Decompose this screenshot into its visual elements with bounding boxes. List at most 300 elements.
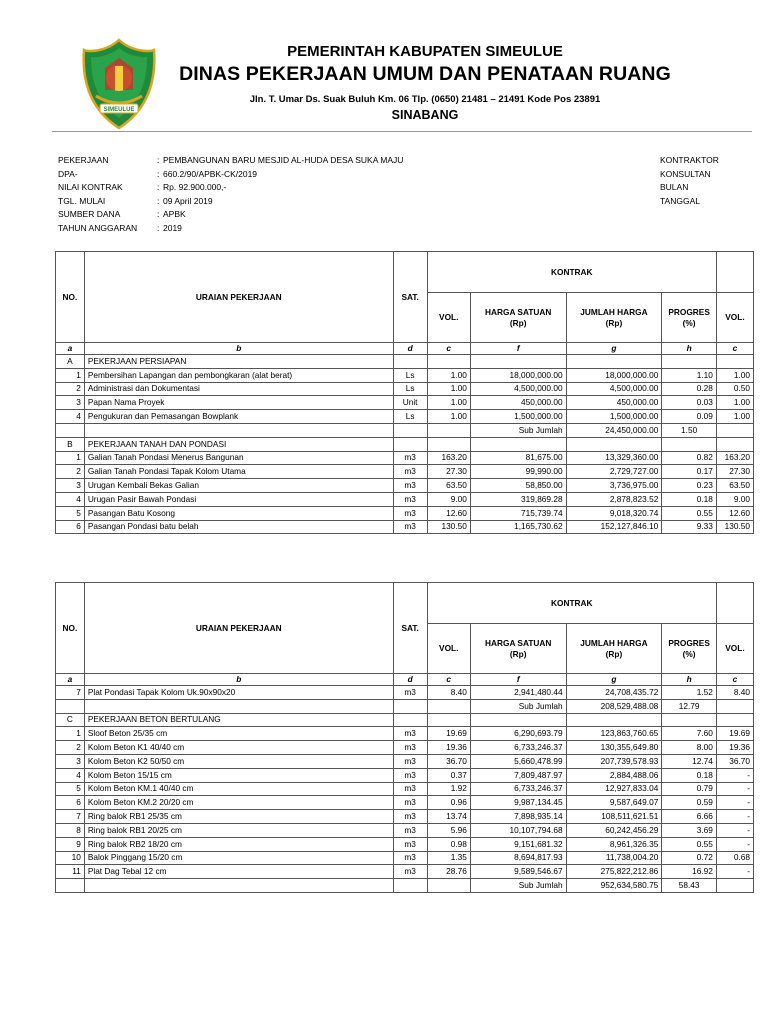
item-vol: 19.36 [427, 741, 470, 755]
item-harga: 58,850.00 [470, 479, 566, 493]
empty-cell [393, 713, 427, 727]
item-no: 6 [56, 796, 85, 810]
item-sat: m3 [393, 741, 427, 755]
empty-cell [716, 423, 753, 437]
item-sat: m3 [393, 796, 427, 810]
item-uraian: Papan Nama Proyek [84, 396, 393, 410]
column-letter: f [470, 674, 566, 686]
column-letter: a [56, 674, 85, 686]
info-colon: : [157, 196, 160, 206]
empty-cell [427, 713, 470, 727]
column-letter: g [566, 343, 662, 355]
subtotal-jumlah: 952,634,580.75 [566, 879, 662, 893]
item-no: 6 [56, 520, 85, 534]
item-jumlah: 18,000,000.00 [566, 368, 662, 382]
empty-cell [427, 879, 470, 893]
item-harga: 81,675.00 [470, 451, 566, 465]
item-no: 3 [56, 479, 85, 493]
item-no: 1 [56, 451, 85, 465]
item-progres: 12.74 [662, 754, 717, 768]
item-harga: 319,869.28 [470, 492, 566, 506]
item-jumlah: 12,927,833.04 [566, 782, 662, 796]
info-colon: : [157, 209, 160, 219]
info-value: 09 April 2019 [163, 196, 213, 206]
item-no: 3 [56, 396, 85, 410]
section-row [56, 713, 754, 727]
info-value: APBK [163, 209, 186, 219]
item-no: 2 [56, 382, 85, 396]
empty-cell [716, 699, 753, 713]
empty-cell [662, 437, 717, 451]
empty-cell [716, 437, 753, 451]
item-vol: 0.96 [427, 796, 470, 810]
item-vol: 9.00 [427, 492, 470, 506]
item-vol2: 19.69 [716, 727, 753, 741]
empty-cell [393, 879, 427, 893]
item-jumlah: 108,511,621.51 [566, 810, 662, 824]
empty-cell [427, 699, 470, 713]
header-blank [716, 583, 753, 624]
item-vol2: 19.36 [716, 741, 753, 755]
info-colon: : [157, 223, 160, 233]
column-letter: b [84, 343, 393, 355]
item-no: 7 [56, 686, 85, 700]
item-progres: 6.66 [662, 810, 717, 824]
header-address: Jln. T. Umar Ds. Suak Buluh Km. 06 Tlp. (0650) 21481 – 21491 Kode Pos 23891 [249, 94, 601, 105]
info-label: DPA- [58, 169, 78, 179]
header-harga-label: HARGA SATUAN [485, 306, 552, 317]
header-harga-label: HARGA SATUAN [485, 637, 552, 648]
column-letter: c [427, 343, 470, 355]
table-row [56, 520, 754, 534]
header-harga [470, 624, 566, 674]
empty-cell [56, 879, 85, 893]
info-colon: : [157, 155, 160, 165]
item-no: 9 [56, 837, 85, 851]
header-progres [662, 293, 717, 343]
empty-cell [566, 437, 662, 451]
item-no: 10 [56, 851, 85, 865]
empty-cell [84, 699, 393, 713]
item-sat: Unit [393, 396, 427, 410]
item-vol2: 1.00 [716, 368, 753, 382]
empty-cell [84, 879, 393, 893]
item-harga: 7,809,487.97 [470, 768, 566, 782]
item-sat: m3 [393, 727, 427, 741]
item-vol: 1.00 [427, 410, 470, 424]
item-sat: m3 [393, 837, 427, 851]
table-row [56, 851, 754, 865]
column-letter: d [393, 674, 427, 686]
item-sat: Ls [393, 382, 427, 396]
item-no: 1 [56, 727, 85, 741]
item-uraian: Kolom Beton 15/15 cm [84, 768, 393, 782]
item-vol: 1.35 [427, 851, 470, 865]
header-jumlah [566, 293, 662, 343]
item-progres: 0.82 [662, 451, 717, 465]
item-sat: m3 [393, 686, 427, 700]
item-no: 4 [56, 410, 85, 424]
item-progres: 1.52 [662, 686, 717, 700]
item-jumlah: 1,500,000.00 [566, 410, 662, 424]
item-harga: 6,733,246.37 [470, 741, 566, 755]
header-kontrak: KONTRAK [427, 252, 716, 293]
item-no: 7 [56, 810, 85, 824]
header-jumlah-label: JUMLAH HARGA [580, 637, 648, 648]
item-vol: 1.00 [427, 382, 470, 396]
empty-cell [566, 355, 662, 369]
item-jumlah: 450,000.00 [566, 396, 662, 410]
item-no: 4 [56, 768, 85, 782]
info-value: 660.2/90/APBK-CK/2019 [163, 169, 258, 179]
header-sat: SAT. [393, 583, 427, 674]
item-vol2: 1.00 [716, 410, 753, 424]
item-vol2: 9.00 [716, 492, 753, 506]
empty-cell [566, 713, 662, 727]
item-vol2: 0.50 [716, 382, 753, 396]
subtotal-progres: 1.50 [662, 423, 717, 437]
info-right-label: BULAN [660, 182, 689, 192]
column-letter: d [393, 343, 427, 355]
item-jumlah: 2,884,488.06 [566, 768, 662, 782]
item-harga: 715,739.74 [470, 506, 566, 520]
info-colon: : [157, 182, 160, 192]
info-value: Rp. 92.900.000,- [163, 182, 227, 192]
item-sat: m3 [393, 768, 427, 782]
info-label: SUMBER DANA [58, 209, 121, 219]
item-vol: 1.00 [427, 368, 470, 382]
item-jumlah: 123,863,760.65 [566, 727, 662, 741]
table-row [56, 865, 754, 879]
item-harga: 99,990.00 [470, 465, 566, 479]
item-vol2: - [716, 768, 753, 782]
header-row [56, 583, 754, 624]
item-uraian: Kolom Beton K1 40/40 cm [84, 741, 393, 755]
item-jumlah: 8,961,326.35 [566, 837, 662, 851]
header-government: PEMERINTAH KABUPATEN SIMEULUE [287, 43, 563, 60]
section-code: B [56, 437, 85, 451]
header-harga-unit: (Rp) [509, 317, 527, 328]
empty-cell [84, 423, 393, 437]
column-letter: h [662, 674, 717, 686]
table-row [56, 465, 754, 479]
empty-cell [393, 699, 427, 713]
table-row [56, 368, 754, 382]
subtotal-jumlah: 24,450,000.00 [566, 423, 662, 437]
item-harga: 4,500,000.00 [470, 382, 566, 396]
item-no: 2 [56, 741, 85, 755]
rab-table-1 [55, 251, 754, 534]
item-progres: 9.33 [662, 520, 717, 534]
item-vol: 5.96 [427, 823, 470, 837]
subtotal-label: Sub Jumlah [470, 423, 566, 437]
empty-cell [427, 423, 470, 437]
column-letter: b [84, 674, 393, 686]
item-vol2: 163.20 [716, 451, 753, 465]
info-colon: : [157, 169, 160, 179]
item-vol: 1.00 [427, 396, 470, 410]
subtotal-progres: 12.79 [662, 699, 717, 713]
header-vol: VOL. [427, 293, 470, 343]
info-right-label: KONTRAKTOR [660, 155, 719, 165]
item-uraian: Galian Tanah Pondasi Menerus Bangunan [84, 451, 393, 465]
table-row [56, 451, 754, 465]
item-jumlah: 13,329,360.00 [566, 451, 662, 465]
item-vol2: - [716, 796, 753, 810]
item-jumlah: 11,738,004.20 [566, 851, 662, 865]
table-row [56, 492, 754, 506]
info-right-label: KONSULTAN [660, 169, 711, 179]
item-uraian: Balok Pinggang 15/20 cm [84, 851, 393, 865]
empty-cell [470, 437, 566, 451]
table-row [56, 796, 754, 810]
header-no: NO. [56, 252, 85, 343]
header-harga-unit: (Rp) [509, 648, 527, 659]
empty-cell [427, 355, 470, 369]
table-row [56, 810, 754, 824]
item-harga: 10,107,794.68 [470, 823, 566, 837]
table-row [56, 727, 754, 741]
item-uraian: Urugan Pasir Bawah Pondasi [84, 492, 393, 506]
item-sat: m3 [393, 451, 427, 465]
item-harga: 1,500,000.00 [470, 410, 566, 424]
item-jumlah: 9,018,320.74 [566, 506, 662, 520]
subtotal-row [56, 423, 754, 437]
item-vol2: 8.40 [716, 686, 753, 700]
header-uraian: URAIAN PEKERJAAN [84, 252, 393, 343]
column-letter-row [56, 343, 754, 355]
item-vol2: 36.70 [716, 754, 753, 768]
section-code: C [56, 713, 85, 727]
item-vol: 13.74 [427, 810, 470, 824]
header-jumlah-unit: (Rp) [605, 648, 623, 659]
section-row [56, 355, 754, 369]
item-harga: 7,898,935.14 [470, 810, 566, 824]
item-sat: m3 [393, 465, 427, 479]
table-row [56, 837, 754, 851]
info-right-label: TANGGAL [660, 196, 700, 206]
header-sat: SAT. [393, 252, 427, 343]
table-row [56, 410, 754, 424]
empty-cell [662, 355, 717, 369]
item-uraian: Pembersihan Lapangan dan pembongkaran (alat berat) [84, 368, 393, 382]
table-row [56, 782, 754, 796]
header-harga [470, 293, 566, 343]
empty-cell [716, 713, 753, 727]
header-progres-label: PROGRES [668, 306, 710, 317]
info-value: PEMBANGUNAN BARU MESJID AL-HUDA DESA SUKA MAJU [163, 155, 404, 165]
item-no: 3 [56, 754, 85, 768]
empty-cell [470, 713, 566, 727]
header-city: SINABANG [391, 108, 459, 122]
item-vol: 19.69 [427, 727, 470, 741]
header-kontrak: KONTRAK [427, 583, 716, 624]
header-department: DINAS PEKERJAAN UMUM DAN PENATAAN RUANG [179, 63, 671, 85]
item-sat: m3 [393, 506, 427, 520]
item-sat: m3 [393, 754, 427, 768]
item-vol2: - [716, 865, 753, 879]
item-jumlah: 130,355,649.80 [566, 741, 662, 755]
empty-cell [393, 355, 427, 369]
item-jumlah: 152,127,846.10 [566, 520, 662, 534]
item-progres: 7.60 [662, 727, 717, 741]
section-row [56, 437, 754, 451]
item-vol: 28.76 [427, 865, 470, 879]
item-progres: 0.59 [662, 796, 717, 810]
item-vol: 163.20 [427, 451, 470, 465]
column-letter: c [716, 674, 753, 686]
item-sat: m3 [393, 782, 427, 796]
item-no: 1 [56, 368, 85, 382]
header-no: NO. [56, 583, 85, 674]
column-letter: f [470, 343, 566, 355]
item-harga: 9,987,134.45 [470, 796, 566, 810]
item-progres: 0.55 [662, 506, 717, 520]
item-progres: 0.28 [662, 382, 717, 396]
section-title: PEKERJAAN TANAH DAN PONDASI [84, 437, 393, 451]
item-vol2: 0.68 [716, 851, 753, 865]
empty-cell [393, 423, 427, 437]
item-vol2: - [716, 782, 753, 796]
column-letter-row [56, 674, 754, 686]
header-vol2: VOL. [716, 293, 753, 343]
item-progres: 0.23 [662, 479, 717, 493]
item-progres: 0.09 [662, 410, 717, 424]
header-progres-unit: (%) [682, 648, 696, 659]
column-letter: c [716, 343, 753, 355]
table-row [56, 823, 754, 837]
item-harga: 18,000,000.00 [470, 368, 566, 382]
item-sat: m3 [393, 865, 427, 879]
subtotal-label: Sub Jumlah [470, 699, 566, 713]
empty-cell [716, 355, 753, 369]
item-vol2: 12.60 [716, 506, 753, 520]
info-label: TAHUN ANGGARAN [58, 223, 138, 233]
header-jumlah-label: JUMLAH HARGA [580, 306, 648, 317]
item-harga: 450,000.00 [470, 396, 566, 410]
item-progres: 1.10 [662, 368, 717, 382]
item-vol2: 27.30 [716, 465, 753, 479]
item-progres: 0.18 [662, 492, 717, 506]
item-uraian: Sloof Beton 25/35 cm [84, 727, 393, 741]
column-letter: g [566, 674, 662, 686]
item-progres: 0.03 [662, 396, 717, 410]
item-uraian: Pasangan Pondasi batu belah [84, 520, 393, 534]
header-blank [716, 252, 753, 293]
subtotal-row [56, 699, 754, 713]
empty-cell [56, 423, 85, 437]
header-uraian: URAIAN PEKERJAAN [84, 583, 393, 674]
info-label: NILAI KONTRAK [58, 182, 123, 192]
header-vol: VOL. [427, 624, 470, 674]
item-progres: 0.17 [662, 465, 717, 479]
header-row [56, 252, 754, 293]
table-row [56, 396, 754, 410]
table-row [56, 382, 754, 396]
item-vol2: 130.50 [716, 520, 753, 534]
item-no: 8 [56, 823, 85, 837]
item-progres: 0.79 [662, 782, 717, 796]
table-row [56, 686, 754, 700]
item-progres: 0.72 [662, 851, 717, 865]
empty-cell [470, 355, 566, 369]
table-row [56, 479, 754, 493]
empty-cell [393, 437, 427, 451]
rab-table-2 [55, 582, 754, 893]
item-no: 11 [56, 865, 85, 879]
item-vol: 12.60 [427, 506, 470, 520]
info-label: PEKERJAAN [58, 155, 109, 165]
subtotal-progres: 58.43 [662, 879, 717, 893]
empty-cell [427, 437, 470, 451]
item-no: 4 [56, 492, 85, 506]
table-row [56, 506, 754, 520]
item-jumlah: 207,739,578.93 [566, 754, 662, 768]
section-title: PEKERJAAN BETON BERTULANG [84, 713, 393, 727]
header-divider [52, 131, 752, 132]
item-uraian: Kolom Beton KM.1 40/40 cm [84, 782, 393, 796]
item-sat: m3 [393, 823, 427, 837]
column-letter: a [56, 343, 85, 355]
item-uraian: Pasangan Batu Kosong [84, 506, 393, 520]
item-uraian: Kolom Beton KM.2 20/20 cm [84, 796, 393, 810]
section-title: PEKERJAAN PERSIAPAN [84, 355, 393, 369]
item-progres: 0.18 [662, 768, 717, 782]
item-sat: m3 [393, 479, 427, 493]
item-uraian: Kolom Beton K2 50/50 cm [84, 754, 393, 768]
item-sat: m3 [393, 851, 427, 865]
section-code: A [56, 355, 85, 369]
item-vol: 27.30 [427, 465, 470, 479]
info-label: TGL. MULAI [58, 196, 106, 206]
item-harga: 8,694,817.93 [470, 851, 566, 865]
item-uraian: Plat Pondasi Tapak Kolom Uk.90x90x20 [84, 686, 393, 700]
item-uraian: Pengukuran dan Pemasangan Bowplank [84, 410, 393, 424]
item-progres: 3.69 [662, 823, 717, 837]
column-letter: h [662, 343, 717, 355]
item-progres: 8.00 [662, 741, 717, 755]
item-progres: 16.92 [662, 865, 717, 879]
item-jumlah: 60,242,456.29 [566, 823, 662, 837]
item-jumlah: 2,878,823.52 [566, 492, 662, 506]
item-sat: m3 [393, 810, 427, 824]
header-vol2: VOL. [716, 624, 753, 674]
item-uraian: Ring balok RB1 25/35 cm [84, 810, 393, 824]
item-uraian: Ring balok RB1 20/25 cm [84, 823, 393, 837]
item-vol2: - [716, 837, 753, 851]
item-jumlah: 24,708,435.72 [566, 686, 662, 700]
item-vol: 63.50 [427, 479, 470, 493]
item-uraian: Ring balok RB2 18/20 cm [84, 837, 393, 851]
table-row [56, 754, 754, 768]
item-uraian: Urugan Kembali Bekas Galian [84, 479, 393, 493]
svg-text:SIMEULUE: SIMEULUE [103, 107, 135, 113]
header-progres [662, 624, 717, 674]
item-harga: 1,165,730.62 [470, 520, 566, 534]
item-uraian: Plat Dag Tebal 12 cm [84, 865, 393, 879]
item-harga: 6,290,693.79 [470, 727, 566, 741]
item-harga: 9,589,546.67 [470, 865, 566, 879]
item-harga: 2,941,480.44 [470, 686, 566, 700]
item-no: 5 [56, 506, 85, 520]
subtotal-label: Sub Jumlah [470, 879, 566, 893]
item-jumlah: 4,500,000.00 [566, 382, 662, 396]
item-sat: Ls [393, 368, 427, 382]
table-row [56, 768, 754, 782]
item-vol: 1.92 [427, 782, 470, 796]
item-sat: m3 [393, 492, 427, 506]
item-vol2: 1.00 [716, 396, 753, 410]
